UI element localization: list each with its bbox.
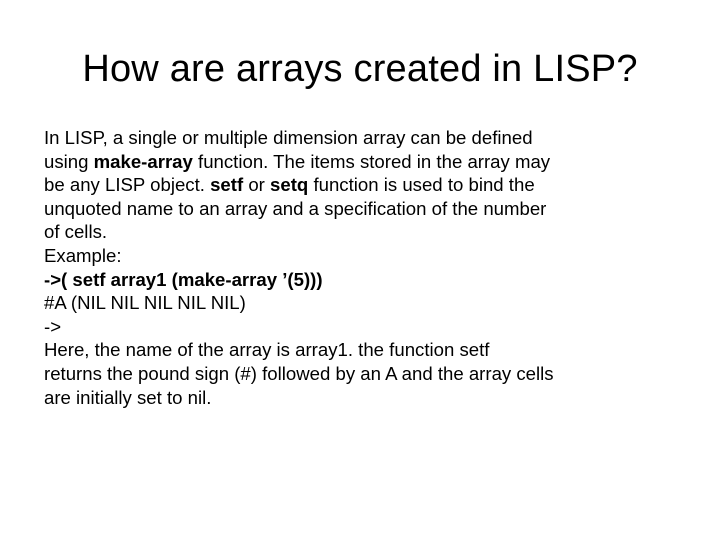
code-line: ->( setf array1 (make-array ’(5))) [44, 268, 323, 290]
prompt-line: -> [44, 315, 62, 337]
paragraph-line: are initially set to nil. [44, 386, 212, 408]
paragraph-line: In LISP, a single or multiple dimension array can be defined [44, 127, 533, 148]
slide-body [44, 126, 664, 409]
keyword-setq: setq [270, 174, 309, 196]
keyword-make-array: make-array [93, 150, 193, 172]
slide-title: How are arrays created in LISP? [82, 48, 638, 90]
paragraph-line [44, 150, 664, 174]
paragraph-line: returns the pound sign (#) followed by an A and the array cells [44, 362, 554, 384]
output-line: #A (NIL NIL NIL NIL NIL) [44, 292, 246, 314]
text-run: using [44, 150, 94, 172]
example-label: Example: [44, 244, 122, 266]
text-run: be any LISP object. [44, 174, 211, 196]
paragraph-line [44, 173, 664, 197]
paragraph-line: Here, the name of the array is array1. the function setf [44, 339, 490, 361]
text-run: or [243, 174, 271, 196]
paragraph-line: unquoted name to an array and a specification of the number [44, 197, 547, 219]
text-run: function is used to bind the [308, 174, 535, 196]
text-run: function. The items stored in the array may [192, 150, 551, 172]
paragraph-line: of cells. [44, 221, 108, 243]
keyword-setf: setf [210, 174, 244, 196]
